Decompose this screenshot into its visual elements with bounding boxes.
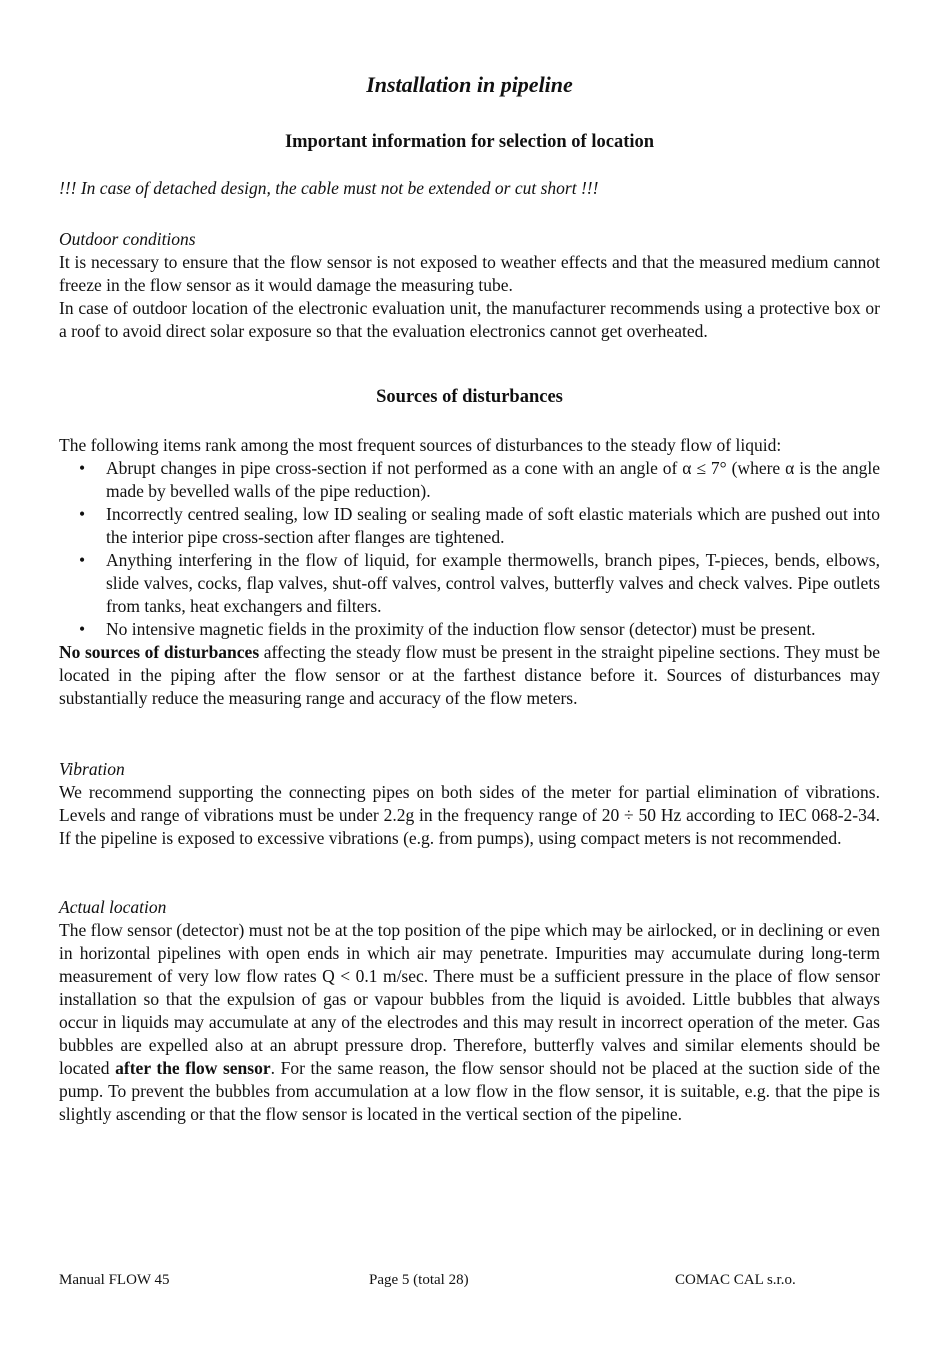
location-text-a: The flow sensor (detector) must not be at the top position of the pipe which may be airlocked, or in declining or even in horizontal pipelines with open ends in which air may penetrate. Impurities may accumulate during long-term measurement of very low flow rates Q < 0.1 m/sec. There must be a sufficient pressure in the place of flow sensor installation so that the expulsion of gas or vapour bubbles from the liquid is avoided. Little bubbles that always occur in liquids may accumulate at any of the electrodes and this may result in incorrect operation of the meter. Gas bubbles are expelled also at an abrupt pressure drop. Therefore, butterfly valves and similar elements should be located [59,920,880,1078]
location-paragraph [59,919,880,1126]
cable-warning: !!! In case of detached design, the cable must not be extended or cut short !!! [59,178,599,198]
disturbances-intro: The following items rank among the most frequent sources of disturbances to the steady flow of liquid: [59,435,782,455]
list-item-text: Incorrectly centred sealing, low ID sealing or sealing made of soft elastic materials which are pushed out into the interior pipe cross-section after flanges are tightened. [106,504,880,547]
subtitle-location: Actual location [59,897,167,917]
section-vibration [59,758,880,850]
page-title: Installation in pipeline [366,72,573,97]
list-item-text: Anything interfering in the flow of liquid, for example thermowells, branch pipes, T-pieces, bends, elbows, slide valves, cocks, flap valves, shut-off valves, control valves, butterfly valves and check valves. Pipe outlets from tanks, heat exchangers and filters. [106,550,880,616]
disturbances-note-bold: No sources of disturbances [59,642,260,662]
location-text-b: . For the same reason, the flow sensor should not be placed at the suction side of the pump. To prevent the bubbles from accumulation at a low flow in the flow sensor, it is suitable, e.g. that the pipe is slightly ascending or that the flow sensor is located in the vertical section of the pipeline. [59,1058,881,1124]
heading-location: Important information for selection of location [284,132,655,152]
disturbances-note [59,641,880,710]
disturbances-note-text: affecting the steady flow must be present in the straight pipeline sections. They must be located in the piping after the flow sensor or at the farthest distance before it. Sources of disturbances may substantially reduce the measuring range and accuracy of the flow meters. [59,642,880,708]
list-item [79,503,880,549]
footer-manual: Manual FLOW 45 [59,1272,170,1288]
outdoor-paragraph-2: In case of outdoor location of the electronic evaluation unit, the manufacturer recommends using a protective box or a roof to avoid direct solar exposure so that the evaluation electronics cannot get overheated. [59,298,880,341]
list-item [79,457,880,503]
heading-disturbances: Sources of disturbances [376,387,563,407]
footer-company: COMAC CAL s.r.o. [675,1272,796,1288]
list-item [79,618,880,641]
vibration-paragraph: We recommend supporting the connecting pipes on both sides of the meter for partial elimination of vibrations. Levels and range of vibrations must be under 2.2g in the frequency range of 20 ÷ 50 Hz according to IEC 068-2-34. If the pipeline is exposed to excessive vibrations (e.g. from pumps), using compact meters is not recommended. [59,782,880,848]
bullet-icon: • [79,458,86,478]
bullet-icon: • [79,619,86,639]
footer-page-number: Page 5 (total 28) [369,1272,469,1288]
outdoor-paragraph-1: It is necessary to ensure that the flow sensor is not exposed to weather effects and that the measured medium cannot freeze in the flow sensor as it would damage the measuring tube. [59,252,880,295]
list-item-text: No intensive magnetic fields in the proximity of the induction flow sensor (detector) must be present. [106,619,816,639]
list-item [79,549,880,618]
subtitle-outdoor: Outdoor conditions [59,229,196,249]
bullet-icon: • [79,504,86,524]
section-disturbances [59,434,880,710]
section-outdoor [59,228,880,343]
list-item-text: Abrupt changes in pipe cross-section if not performed as a cone with an angle of α ≤ 7° (where α is the angle made by bevelled walls of the pipe reduction). [106,458,880,501]
subtitle-vibration: Vibration [59,759,125,779]
disturbances-list [59,457,880,641]
section-location [59,896,880,1126]
location-text-bold: after the flow sensor [115,1058,271,1078]
bullet-icon: • [79,550,86,570]
